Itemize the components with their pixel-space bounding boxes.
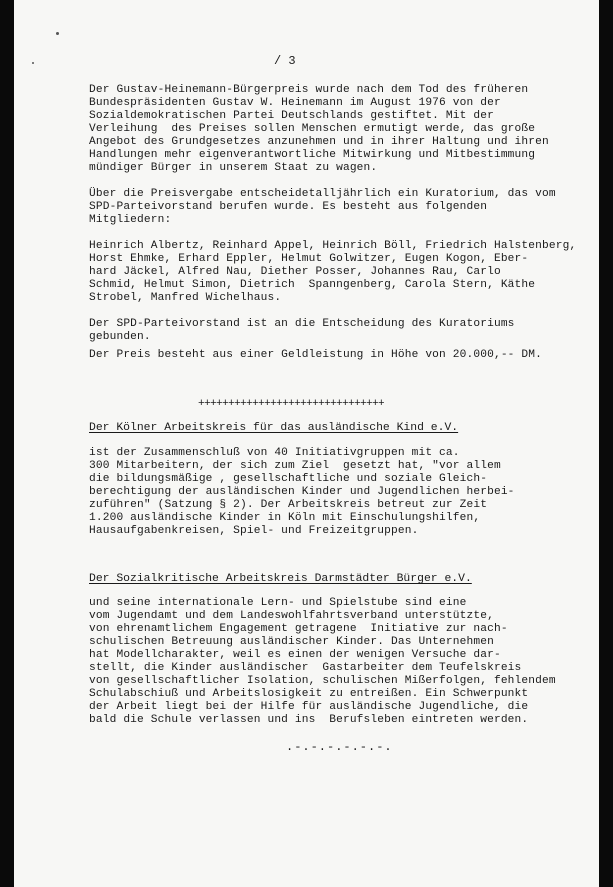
text-line: stellt, die Kinder ausländischer Gastarbeiter dem Teufelskreis <box>89 662 522 674</box>
text-line: und seine internationale Lern- und Spielstube sind eine <box>89 597 467 609</box>
scan-speck <box>56 32 59 35</box>
text-line: Handlungen mehr eigenverantwortliche Mitwirkung und Mitbestimmung <box>89 149 536 161</box>
text-line: Heinrich Albertz, Reinhard Appel, Heinrich Böll, Friedrich Halstenberg, <box>89 240 577 252</box>
text-line: die bildungsmäßige , gesellschaftliche und soziale Gleich- <box>89 473 488 485</box>
text-line: Schmid, Helmut Simon, Dietrich Spanngenberg, Carola Stern, Käthe <box>89 279 536 291</box>
document-body <box>14 0 599 887</box>
text-line: Der Preis besteht aus einer Geldleistung in Höhe von 20.000,-- DM. <box>89 349 542 361</box>
text-line: gebunden. <box>89 331 151 343</box>
text-line: SPD-Parteivorstand berufen wurde. Es besteht aus folgenden <box>89 201 488 213</box>
end-mark: .-.-.-.-.-.-. <box>286 740 393 754</box>
text-line: Verleihung des Preises sollen Menschen ermutigt werde, das große <box>89 123 536 135</box>
page-number: / 3 <box>274 54 296 68</box>
text-line: hat Modellcharakter, weil es einen der wenigen Versuche dar- <box>89 649 501 661</box>
scan-edge-right <box>599 0 613 887</box>
text-line: hard Jäckel, Alfred Nau, Diether Posser, Johannes Rau, Carlo <box>89 266 501 278</box>
text-line: Über die Preisvergabe entscheidetalljährlich ein Kuratorium, das vom <box>89 188 556 200</box>
document-page <box>14 0 599 887</box>
text-line: bald die Schule verlassen und ins Berufsleben eintreten werden. <box>89 714 529 726</box>
text-line: von ehrenamtlichem Engagement getragene Initiative zur nach- <box>89 623 508 635</box>
text-line: Mitgliedern: <box>89 214 172 226</box>
text-line: mündiger Bürger in unserem Staat zu wagen. <box>89 162 378 174</box>
text-line: Angebot des Grundgesetzes anzunehmen und in ihrer Haltung und ihren <box>89 136 549 148</box>
text-line: Schulabschiuß und Arbeitslosigkeit zu entreißen. Ein Schwerpunkt <box>89 688 529 700</box>
text-line: zuführen" (Satzung § 2). Der Arbeitskreis betreut zur Zeit <box>89 499 488 511</box>
text-line: 1.200 ausländische Kinder in Köln mit Einschulungshilfen, <box>89 512 481 524</box>
text-line: ist der Zusammenschluß von 40 Initiativgruppen mit ca. <box>89 447 460 459</box>
text-line: Horst Ehmke, Erhard Eppler, Helmut Golwitzer, Eugen Kogon, Eber- <box>89 253 529 265</box>
section-heading-koelner-arbeitskreis: Der Kölner Arbeitskreis für das ausländische Kind e.V. <box>89 422 459 434</box>
scan-edge-left <box>0 0 14 887</box>
text-line: Der SPD-Parteivorstand ist an die Entscheidung des Kuratoriums <box>89 318 515 330</box>
text-line: 300 Mitarbeitern, der sich zum Ziel gesetzt hat, "vor allem <box>89 460 501 472</box>
text-line: berechtigung der ausländischen Kinder und Jugendlichen herbei- <box>89 486 515 498</box>
separator-line: +++++++++++++++++++++++++++++++ <box>198 398 385 410</box>
text-line: Hausaufgabenkreisen, Spiel- und Freizeitgruppen. <box>89 525 419 537</box>
text-line: vom Jugendamt und dem Landeswohlfahrtsverband unterstützte, <box>89 610 494 622</box>
text-line: von gesellschaftlicher Isolation, schulischen Mißerfolgen, fehlendem <box>89 675 556 687</box>
text-line: Der Gustav-Heinemann-Bürgerpreis wurde nach dem Tod des früheren <box>89 84 529 96</box>
text-line: Sozialdemokratischen Partei Deutschlands gestiftet. Mit der <box>89 110 494 122</box>
text-line: schulischen Betreuung ausländischer Kinder. Das Unternehmen <box>89 636 494 648</box>
section-heading-darmstaedter-arbeitskreis: Der Sozialkritische Arbeitskreis Darmstädter Bürger e.V. <box>89 573 472 585</box>
scan-speck <box>32 62 34 64</box>
text-line: Bundespräsidenten Gustav W. Heinemann im August 1976 von der <box>89 97 501 109</box>
text-line: Strobel, Manfred Wichelhaus. <box>89 292 282 304</box>
text-line: der Arbeit liegt bei der Hilfe für ausländische Jugendliche, die <box>89 701 529 713</box>
